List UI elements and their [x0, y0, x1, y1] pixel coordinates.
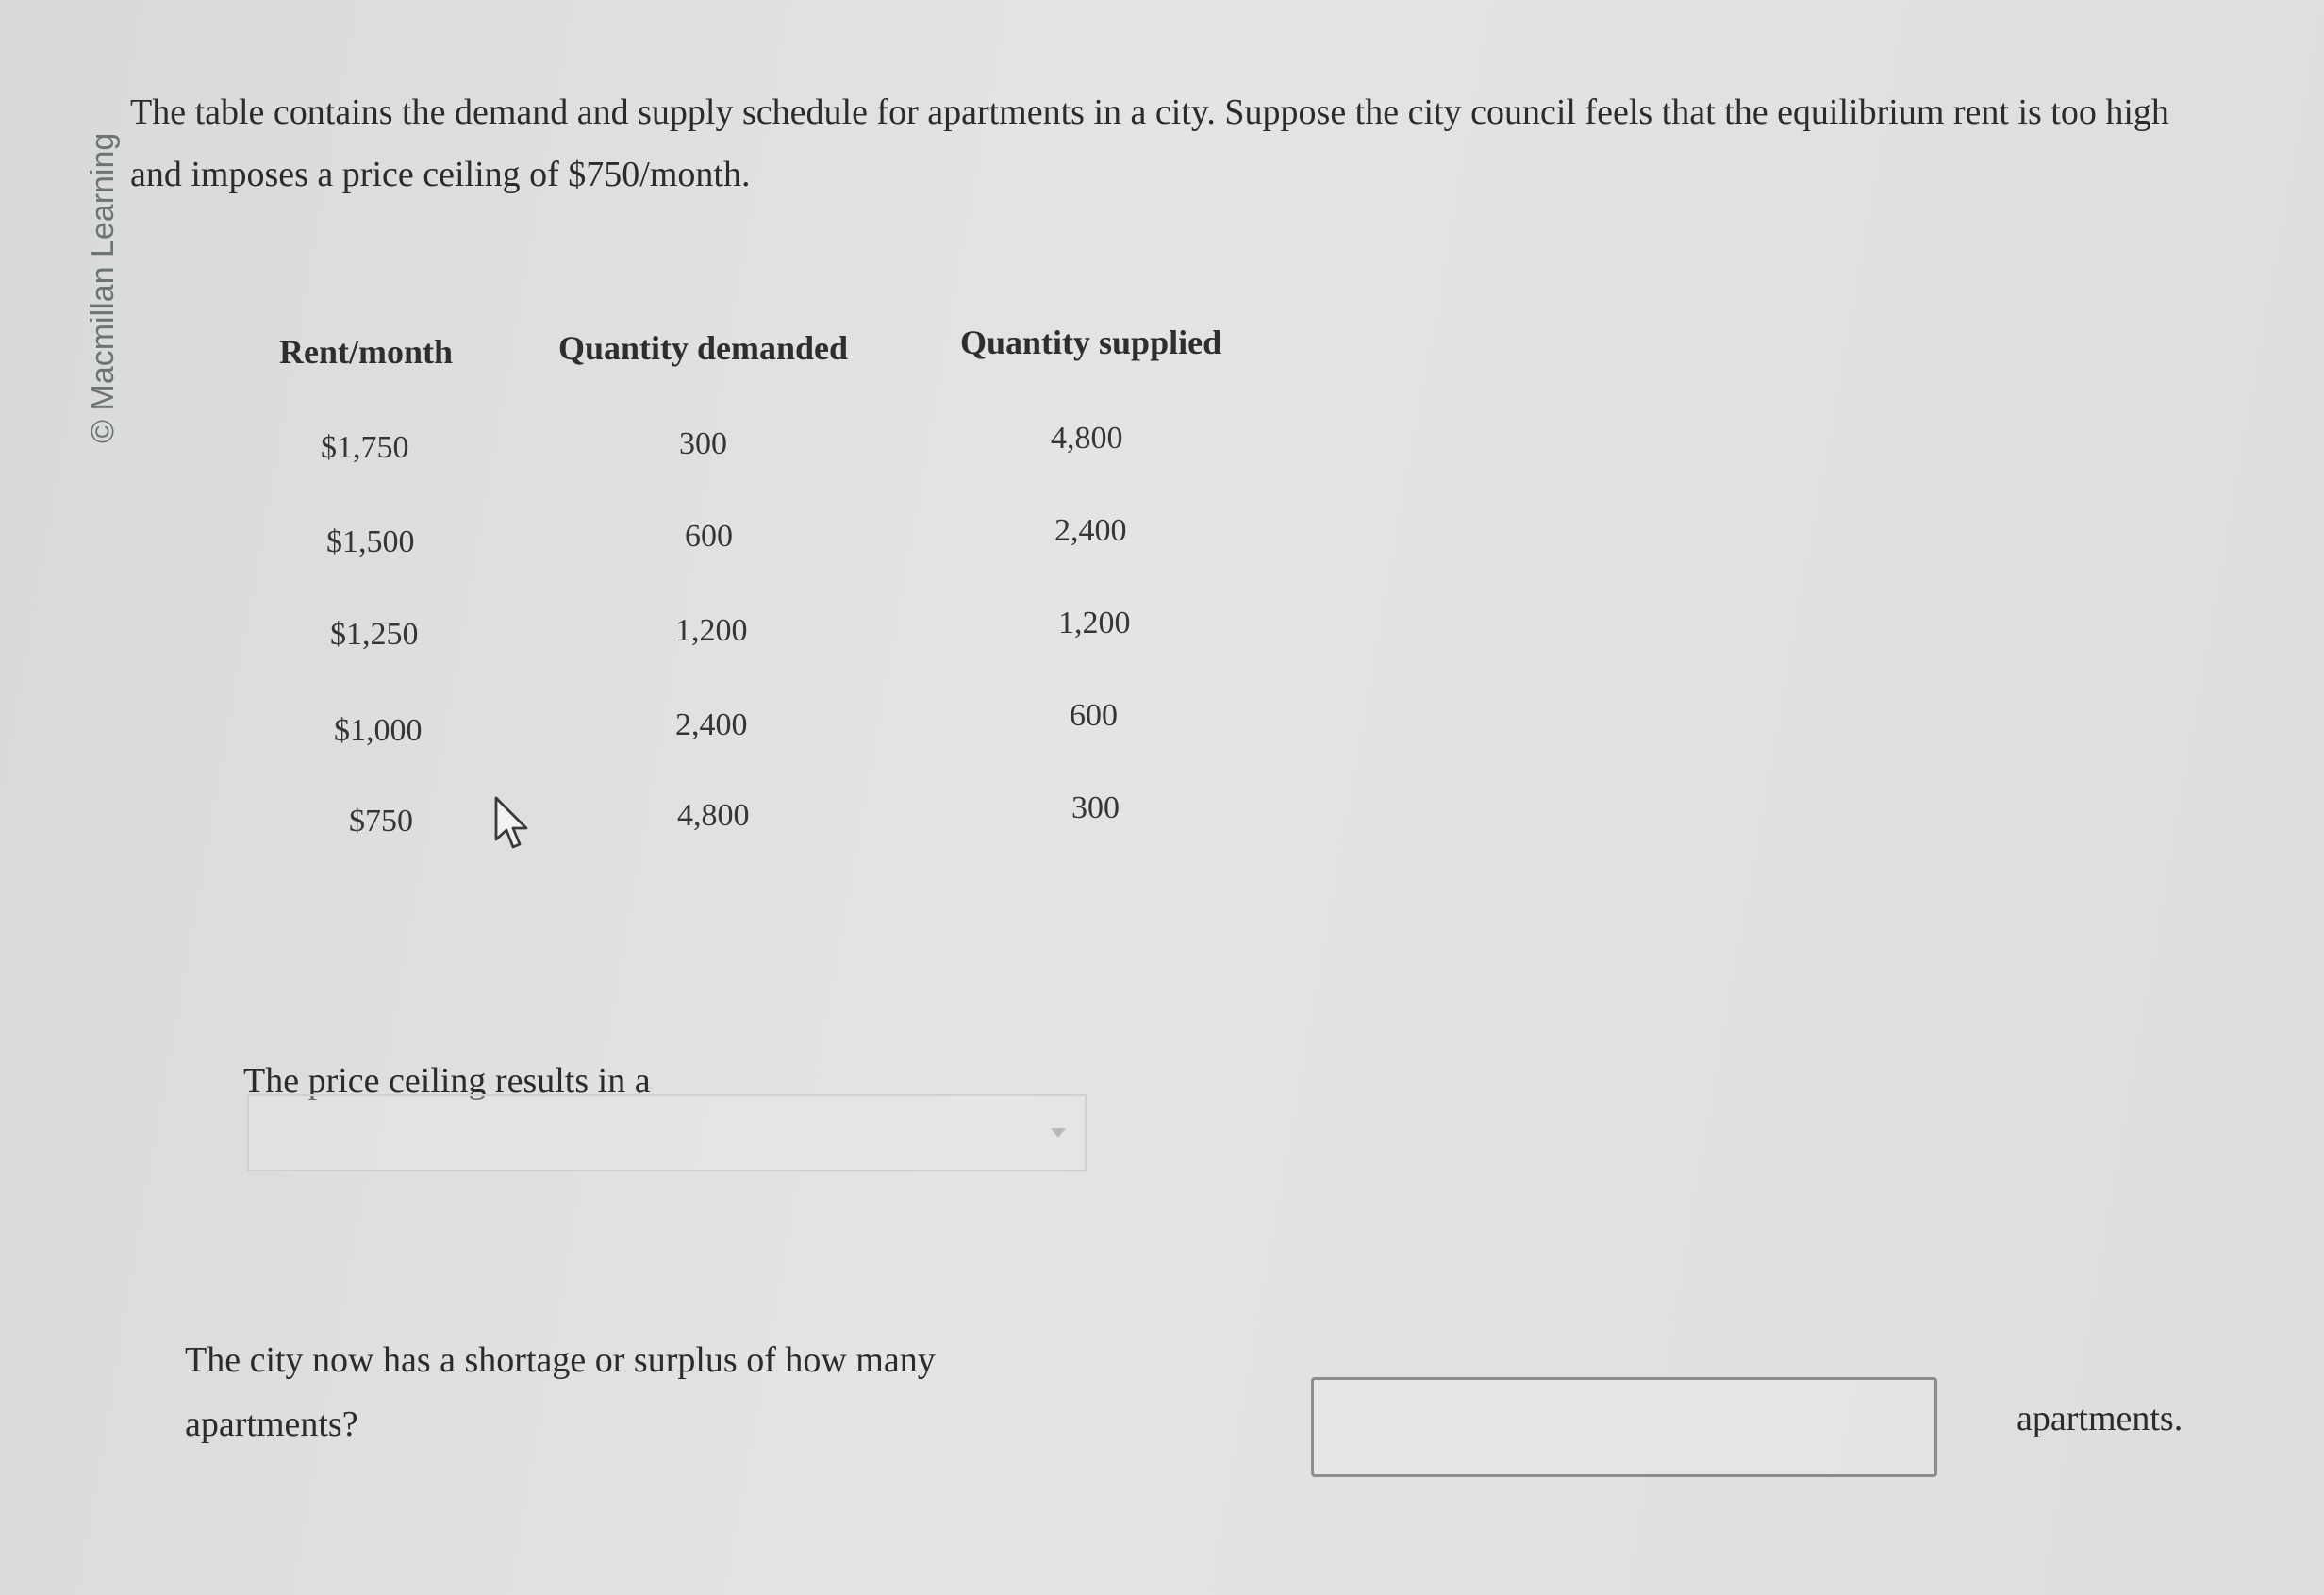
- rent-cell: $1,500: [326, 524, 415, 559]
- supply-cell: 2,400: [1054, 513, 1127, 548]
- price-ceiling-prompt: The price ceiling results in a: [243, 1061, 651, 1101]
- copyright-label: © Macmillan Learning: [85, 132, 121, 443]
- rent-cell: $1,250: [330, 617, 419, 652]
- supply-cell: 300: [1071, 790, 1120, 825]
- supply-cell: 4,800: [1051, 421, 1123, 456]
- demand-cell: 300: [679, 426, 727, 461]
- rent-cell: $750: [349, 804, 413, 839]
- demand-cell: 2,400: [675, 707, 748, 742]
- mouse-pointer-icon: [492, 794, 534, 855]
- question-intro: The table contains the demand and supply schedule for apartments in a city. Suppose the city council feels that the equilibrium rent is too high and imposes a price ceiling of $750/month.: [130, 92, 2169, 194]
- header-quantity-demanded: Quantity demanded: [558, 329, 849, 367]
- demand-cell: 600: [685, 519, 733, 554]
- rent-cell: $1,000: [334, 713, 423, 748]
- shortage-surplus-prompt: [185, 1328, 936, 1456]
- chevron-down-icon: [1051, 1128, 1066, 1138]
- rent-cell: $1,750: [321, 430, 409, 465]
- demand-cell: 1,200: [675, 613, 748, 648]
- prompt-line-2: apartments?: [185, 1404, 358, 1444]
- demand-cell: 4,800: [677, 798, 750, 833]
- apartments-answer-input[interactable]: [1311, 1377, 1937, 1477]
- answer-unit-label: apartments.: [2017, 1399, 2183, 1438]
- prompt-line-1: The city now has a shortage or surplus of how many: [185, 1340, 936, 1380]
- supply-cell: 600: [1070, 698, 1118, 733]
- header-quantity-supplied: Quantity supplied: [960, 324, 1222, 361]
- supply-cell: 1,200: [1058, 606, 1131, 640]
- price-ceiling-result-dropdown[interactable]: [247, 1094, 1087, 1171]
- header-rent: Rent/month: [279, 333, 454, 371]
